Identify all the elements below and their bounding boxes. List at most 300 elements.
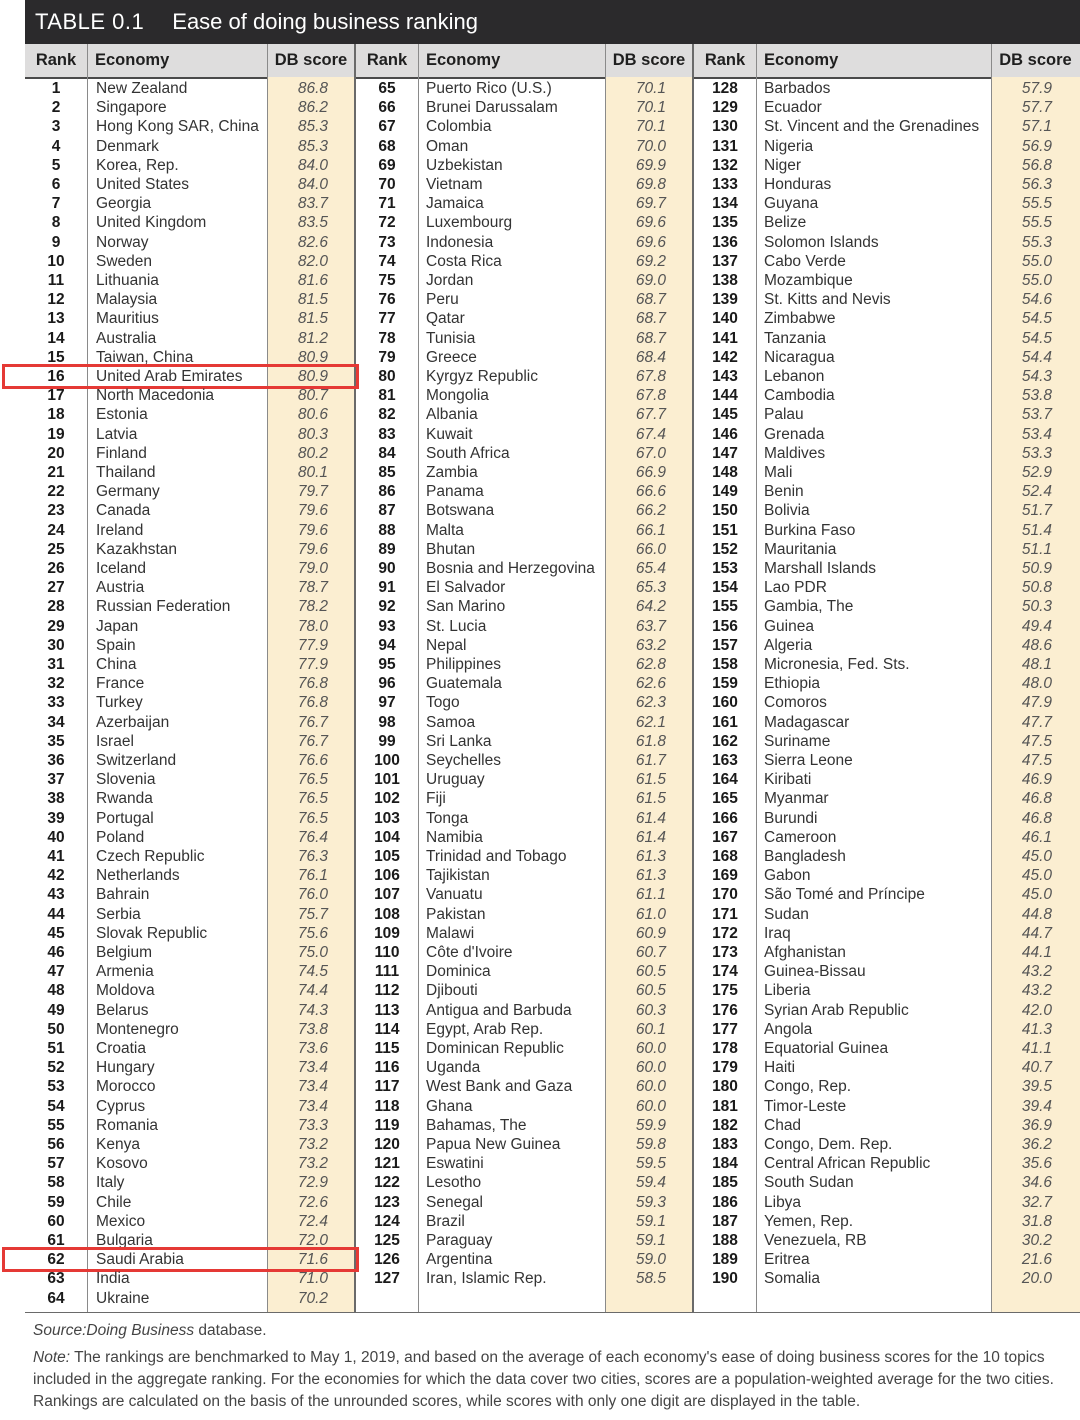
economy-cell: United States xyxy=(96,176,190,193)
rank-cell: 93 xyxy=(378,617,396,635)
economy-cell: South Sudan xyxy=(764,1174,854,1192)
rank-cell: 171 xyxy=(712,905,738,923)
score-cell: 48.0 xyxy=(1021,675,1052,693)
economy-cell: St. Lucia xyxy=(426,617,487,635)
economy-cell: Luxembourg xyxy=(426,214,513,232)
score-cell: 51.1 xyxy=(1021,540,1052,558)
economy-cell: Zambia xyxy=(426,464,478,481)
score-cell: 21.6 xyxy=(1021,1251,1052,1269)
economy-cell: Congo, Rep. xyxy=(764,1078,852,1096)
rank-cell: 40 xyxy=(47,828,65,846)
economy-cell: Lithuania xyxy=(96,272,159,289)
score-cell: 47.7 xyxy=(1021,713,1052,731)
economy-cell: Barbados xyxy=(764,80,831,97)
score-cell: 74.4 xyxy=(297,982,328,1000)
rank-cell: 150 xyxy=(712,502,738,520)
rank-cell: 111 xyxy=(374,963,400,981)
score-cell: 59.0 xyxy=(635,1251,666,1269)
score-cell: 80.6 xyxy=(297,406,328,424)
rank-cell: 157 xyxy=(712,636,738,654)
economy-cell: Venezuela, RB xyxy=(764,1232,867,1249)
rank-cell: 133 xyxy=(712,176,738,193)
economy-cell: Madagascar xyxy=(764,713,850,731)
economy-cell: Ireland xyxy=(96,521,144,539)
rank-cell: 141 xyxy=(712,329,738,347)
economy-cell: Oman xyxy=(426,137,469,155)
economy-cell: Iran, Islamic Rep. xyxy=(426,1270,547,1288)
rank-cell: 33 xyxy=(47,694,65,712)
rank-cell: 102 xyxy=(374,790,400,808)
score-cell: 76.4 xyxy=(297,828,328,846)
score-cell: 86.2 xyxy=(297,99,328,117)
rank-cell: 151 xyxy=(712,521,738,539)
economy-cell: Finland xyxy=(96,444,147,462)
score-cell: 75.6 xyxy=(297,924,328,942)
score-cell: 57.7 xyxy=(1021,99,1052,117)
score-cell: 55.5 xyxy=(1021,195,1052,213)
rank-cell: 156 xyxy=(712,617,738,635)
economy-cell: Ghana xyxy=(426,1097,473,1115)
rank-cell: 67 xyxy=(378,118,396,136)
economy-cell: Sierra Leone xyxy=(764,752,853,769)
economy-cell: Guatemala xyxy=(426,675,502,693)
economy-cell: Timor-Leste xyxy=(764,1097,847,1115)
score-cell: 51.7 xyxy=(1021,502,1052,520)
economy-cell: Norway xyxy=(96,233,149,251)
economy-cell: Slovak Republic xyxy=(96,924,208,942)
rank-cell: 75 xyxy=(378,272,396,289)
rank-cell: 69 xyxy=(378,156,396,174)
score-cell: 45.0 xyxy=(1021,848,1052,865)
score-cell: 40.7 xyxy=(1021,1059,1052,1077)
economy-cell: Fiji xyxy=(426,790,446,808)
rank-cell: 121 xyxy=(374,1155,400,1173)
rank-cell: 52 xyxy=(47,1059,65,1077)
economy-cell: Pakistan xyxy=(426,905,486,923)
score-cell: 39.4 xyxy=(1021,1097,1052,1115)
score-cell: 52.9 xyxy=(1021,464,1052,481)
rank-cell: 78 xyxy=(378,329,396,347)
rank-cell: 62 xyxy=(47,1251,65,1269)
score-cell: 56.9 xyxy=(1021,137,1052,155)
score-cell: 61.3 xyxy=(635,848,666,865)
score-cell: 72.4 xyxy=(297,1212,328,1230)
rank-cell: 70 xyxy=(378,176,396,193)
economy-cell: Rwanda xyxy=(96,790,153,808)
rank-cell: 66 xyxy=(378,99,396,117)
economy-cell: Haiti xyxy=(764,1059,796,1077)
economy-cell: Mali xyxy=(764,464,793,481)
rank-cell: 160 xyxy=(712,694,738,712)
rank-cell: 90 xyxy=(378,560,396,577)
source-note xyxy=(33,1320,267,1343)
score-cell: 61.3 xyxy=(635,867,666,885)
score-cell: 55.0 xyxy=(1021,272,1052,289)
score-cell: 62.3 xyxy=(635,694,666,712)
economy-cell: Kiribati xyxy=(764,771,812,789)
rank-cell: 179 xyxy=(712,1059,738,1077)
rank-cell: 134 xyxy=(712,195,738,213)
rank-cell: 31 xyxy=(47,656,65,673)
score-cell: 48.1 xyxy=(1021,656,1052,673)
rank-cell: 9 xyxy=(51,233,61,251)
score-cell: 61.4 xyxy=(635,809,666,827)
score-cell: 84.0 xyxy=(297,176,328,193)
economy-cell: Azerbaijan xyxy=(96,713,170,731)
score-cell: 32.7 xyxy=(1021,1193,1052,1211)
economy-cell: Belize xyxy=(764,214,807,232)
economy-cell: Libya xyxy=(764,1193,802,1211)
score-cell: 59.9 xyxy=(635,1116,666,1134)
economy-cell: Peru xyxy=(426,291,459,309)
score-cell: 43.2 xyxy=(1021,963,1052,981)
rank-cell: 59 xyxy=(47,1193,65,1211)
score-cell: 62.6 xyxy=(635,675,666,693)
rank-cell: 61 xyxy=(47,1232,65,1249)
economy-cell: Lesotho xyxy=(426,1174,482,1192)
rank-cell: 29 xyxy=(47,617,65,635)
score-cell: 79.6 xyxy=(297,502,328,520)
economy-cell: Sudan xyxy=(764,905,809,923)
score-cell: 72.9 xyxy=(297,1174,328,1192)
economy-cell: Albania xyxy=(426,406,478,424)
economy-cell: Nepal xyxy=(426,636,467,654)
economy-cell: Argentina xyxy=(426,1251,493,1269)
rank-cell: 1 xyxy=(51,80,61,97)
rank-cell: 146 xyxy=(712,425,738,443)
rank-cell: 120 xyxy=(374,1136,400,1153)
economy-cell: Turkey xyxy=(96,694,143,712)
economy-cell: North Macedonia xyxy=(96,387,215,405)
score-cell: 86.8 xyxy=(297,80,328,97)
score-cell: 73.3 xyxy=(297,1116,328,1134)
rank-cell: 170 xyxy=(712,886,738,904)
score-cell: 78.2 xyxy=(297,598,328,616)
economy-cell: Zimbabwe xyxy=(764,310,836,328)
rank-cell: 20 xyxy=(47,444,65,462)
score-cell: 69.9 xyxy=(635,156,666,174)
rank-cell: 172 xyxy=(712,924,738,942)
rank-cell: 99 xyxy=(378,732,396,750)
economy-cell: Tunisia xyxy=(426,329,476,347)
source-label: Source: xyxy=(33,1322,87,1339)
rank-cell: 137 xyxy=(712,252,738,270)
economy-cell: Papua New Guinea xyxy=(426,1136,561,1153)
score-cell: 56.8 xyxy=(1021,156,1052,174)
economy-cell: Bangladesh xyxy=(764,848,846,865)
score-cell: 71.0 xyxy=(297,1270,328,1288)
economy-cell: Equatorial Guinea xyxy=(764,1040,889,1057)
economy-cell: Korea, Rep. xyxy=(96,156,179,174)
score-cell: 78.0 xyxy=(297,617,328,635)
rank-cell: 77 xyxy=(378,310,396,328)
score-cell: 50.8 xyxy=(1021,579,1052,597)
economy-cell: Hong Kong SAR, China xyxy=(96,118,259,136)
score-cell: 45.0 xyxy=(1021,886,1052,904)
economy-cell: Eswatini xyxy=(426,1155,484,1173)
economy-cell: Greece xyxy=(426,348,477,366)
score-cell: 59.8 xyxy=(635,1136,666,1153)
rank-cell: 87 xyxy=(378,502,396,520)
table-number: TABLE 0.1 xyxy=(35,9,145,34)
rank-cell: 107 xyxy=(374,886,400,904)
score-cell: 68.7 xyxy=(635,291,666,309)
note-text-1: The rankings are benchmarked to May 1, 2019, and based on the average of each economy's ease of doing business scores for the 10 topics xyxy=(70,1349,1045,1366)
note-line-1 xyxy=(33,1347,1045,1370)
economy-cell: Jamaica xyxy=(426,195,484,213)
rank-cell: 182 xyxy=(712,1116,738,1134)
economy-cell: Mozambique xyxy=(764,272,853,289)
economy-cell: Congo, Dem. Rep. xyxy=(764,1136,893,1153)
rank-cell: 115 xyxy=(374,1040,400,1057)
score-cell: 63.7 xyxy=(635,617,666,635)
economy-cell: Grenada xyxy=(764,425,825,443)
score-cell: 73.4 xyxy=(297,1078,328,1096)
rank-cell: 35 xyxy=(47,732,65,750)
rank-cell: 169 xyxy=(712,867,738,885)
economy-cell: Tajikistan xyxy=(426,867,490,885)
rank-cell: 100 xyxy=(374,752,400,769)
economy-cell: Bolivia xyxy=(764,502,810,520)
rank-cell: 92 xyxy=(378,598,396,616)
economy-cell: South Africa xyxy=(426,444,510,462)
rank-cell: 14 xyxy=(47,329,65,347)
score-cell: 79.6 xyxy=(297,521,328,539)
economy-cell: Malta xyxy=(426,521,464,539)
economy-cell: Italy xyxy=(96,1174,125,1192)
rank-cell: 188 xyxy=(712,1232,738,1249)
score-cell: 76.7 xyxy=(297,732,328,750)
header-score-1: DB score xyxy=(274,51,348,69)
score-cell: 77.9 xyxy=(297,636,328,654)
rank-cell: 91 xyxy=(378,579,396,597)
economy-cell: Botswana xyxy=(426,502,495,520)
economy-cell: Kenya xyxy=(96,1136,140,1153)
rank-cell: 72 xyxy=(378,214,396,232)
economy-cell: Angola xyxy=(764,1020,813,1038)
column-divider xyxy=(756,44,757,1312)
economy-cell: Central African Republic xyxy=(764,1155,931,1173)
economy-cell: Algeria xyxy=(764,636,813,654)
rank-cell: 4 xyxy=(51,137,61,155)
score-cell: 80.9 xyxy=(297,348,328,366)
economy-cell: Georgia xyxy=(96,195,152,213)
score-cell: 73.4 xyxy=(297,1059,328,1077)
score-cell: 85.3 xyxy=(297,137,328,155)
score-cell: 55.0 xyxy=(1021,252,1052,270)
score-cell: 73.4 xyxy=(297,1097,328,1115)
economy-cell: Iceland xyxy=(96,560,146,577)
score-cell: 60.9 xyxy=(635,924,666,942)
rank-cell: 176 xyxy=(712,1001,738,1019)
rank-cell: 57 xyxy=(47,1155,65,1173)
economy-cell: Costa Rica xyxy=(426,252,502,270)
economy-cell: Guinea-Bissau xyxy=(764,963,866,981)
rank-cell: 112 xyxy=(374,982,400,1000)
rank-cell: 7 xyxy=(51,195,61,213)
rank-cell: 2 xyxy=(51,99,61,117)
rank-cell: 161 xyxy=(712,713,738,731)
score-cell: 81.2 xyxy=(297,329,328,347)
economy-cell: Trinidad and Tobago xyxy=(426,848,567,865)
score-cell: 76.5 xyxy=(297,790,328,808)
economy-cell: Vietnam xyxy=(426,176,483,193)
score-cell: 60.0 xyxy=(635,1059,666,1077)
rank-cell: 56 xyxy=(47,1136,65,1153)
score-cell: 70.0 xyxy=(635,137,666,155)
rank-cell: 84 xyxy=(378,444,396,462)
rank-cell: 166 xyxy=(712,809,738,827)
rank-cell: 175 xyxy=(712,982,738,1000)
score-cell: 65.3 xyxy=(635,579,666,597)
rank-cell: 110 xyxy=(374,944,400,961)
score-cell: 44.1 xyxy=(1021,944,1052,961)
rank-cell: 155 xyxy=(712,598,738,616)
score-cell: 76.8 xyxy=(297,675,328,693)
rank-cell: 125 xyxy=(374,1232,400,1249)
economy-cell: Philippines xyxy=(426,656,501,673)
economy-cell: Malaysia xyxy=(96,291,158,309)
header-score-2: DB score xyxy=(612,51,686,69)
score-cell: 68.4 xyxy=(635,348,666,366)
economy-cell: Belgium xyxy=(96,944,152,961)
economy-cell: Qatar xyxy=(426,310,465,328)
rank-cell: 55 xyxy=(47,1116,65,1134)
score-cell: 76.8 xyxy=(297,694,328,712)
source-rest: database. xyxy=(194,1322,267,1339)
rank-cell: 24 xyxy=(47,521,65,539)
economy-cell: Liberia xyxy=(764,982,811,1000)
rank-cell: 118 xyxy=(374,1097,400,1115)
rank-cell: 131 xyxy=(712,137,738,155)
economy-cell: United Kingdom xyxy=(96,214,207,232)
table-title-bar xyxy=(25,0,1080,44)
column-divider xyxy=(418,44,419,1312)
economy-cell: Yemen, Rep. xyxy=(764,1212,854,1230)
score-cell: 61.7 xyxy=(635,752,666,769)
rank-cell: 184 xyxy=(712,1155,738,1173)
score-cell: 85.3 xyxy=(297,118,328,136)
economy-cell: Lebanon xyxy=(764,368,825,385)
score-cell: 39.5 xyxy=(1021,1078,1052,1096)
score-cell: 78.7 xyxy=(297,579,328,597)
rank-cell: 32 xyxy=(47,675,65,693)
score-cell: 51.4 xyxy=(1021,521,1052,539)
economy-cell: Chad xyxy=(764,1116,802,1134)
rank-cell: 159 xyxy=(712,675,738,693)
economy-cell: Seychelles xyxy=(426,752,501,769)
economy-cell: Colombia xyxy=(426,118,492,136)
economy-cell: Burkina Faso xyxy=(764,521,856,539)
rank-cell: 76 xyxy=(378,291,396,309)
score-cell: 41.3 xyxy=(1021,1020,1052,1038)
rank-cell: 96 xyxy=(378,675,396,693)
economy-cell: St. Kitts and Nevis xyxy=(764,291,891,309)
economy-cell: Cameroon xyxy=(764,828,837,846)
score-cell: 79.7 xyxy=(297,483,328,501)
economy-cell: France xyxy=(96,675,145,693)
score-cell: 61.8 xyxy=(635,732,666,750)
economy-cell: Bhutan xyxy=(426,540,476,558)
header-economy-2: Economy xyxy=(426,51,501,69)
score-cell: 48.6 xyxy=(1021,636,1052,654)
economy-cell: Morocco xyxy=(96,1078,156,1096)
rank-cell: 79 xyxy=(378,348,396,366)
economy-cell: Cyprus xyxy=(96,1097,146,1115)
economy-cell: Canada xyxy=(96,502,151,520)
score-cell: 63.2 xyxy=(635,636,666,654)
economy-cell: Austria xyxy=(96,579,145,597)
rank-cell: 145 xyxy=(712,406,738,424)
economy-cell: New Zealand xyxy=(96,80,188,97)
score-cell: 70.1 xyxy=(635,99,666,117)
score-cell: 72.6 xyxy=(297,1193,328,1211)
rank-cell: 85 xyxy=(378,464,396,481)
economy-cell: Saudi Arabia xyxy=(96,1251,184,1269)
economy-cell: Samoa xyxy=(426,713,476,731)
economy-cell: Brazil xyxy=(426,1212,465,1230)
economy-cell: St. Vincent and the Grenadines xyxy=(764,118,980,136)
economy-cell: Benin xyxy=(764,483,804,501)
score-cell: 41.1 xyxy=(1021,1040,1052,1057)
economy-cell: Guyana xyxy=(764,195,819,213)
rank-cell: 8 xyxy=(51,214,61,232)
economy-cell: Maldives xyxy=(764,444,826,462)
score-cell: 66.9 xyxy=(635,464,666,481)
economy-cell: Kuwait xyxy=(426,425,473,443)
rank-cell: 109 xyxy=(374,924,400,942)
score-cell: 62.8 xyxy=(635,656,666,673)
score-cell: 60.0 xyxy=(635,1097,666,1115)
score-cell: 80.3 xyxy=(297,425,328,443)
score-cell: 57.1 xyxy=(1021,118,1052,136)
score-cell: 61.0 xyxy=(635,905,666,923)
score-cell: 59.1 xyxy=(635,1232,666,1249)
economy-cell: Afghanistan xyxy=(764,944,846,961)
score-cell: 60.5 xyxy=(635,963,666,981)
score-cell: 59.1 xyxy=(635,1212,666,1230)
rank-cell: 23 xyxy=(47,502,65,520)
economy-cell: Portugal xyxy=(96,809,154,827)
economy-cell: Croatia xyxy=(96,1040,146,1057)
score-cell: 56.3 xyxy=(1021,176,1052,193)
score-cell: 60.3 xyxy=(635,1001,666,1019)
score-cell: 80.7 xyxy=(297,387,328,405)
score-cell: 43.2 xyxy=(1021,982,1052,1000)
rank-cell: 164 xyxy=(712,771,738,789)
rank-cell: 153 xyxy=(712,560,738,577)
rank-cell: 143 xyxy=(712,368,738,385)
rank-cell: 34 xyxy=(47,713,65,731)
rank-cell: 54 xyxy=(47,1097,65,1115)
economy-cell: Mauritius xyxy=(96,310,159,328)
economy-cell: Estonia xyxy=(96,406,148,424)
score-cell: 65.4 xyxy=(635,560,666,577)
score-cell: 69.8 xyxy=(635,176,666,193)
economy-cell: Djibouti xyxy=(426,982,478,1000)
score-cell: 75.7 xyxy=(297,905,328,923)
economy-cell: Ukraine xyxy=(96,1289,150,1307)
score-cell: 69.0 xyxy=(635,272,666,289)
economy-cell: Marshall Islands xyxy=(764,560,876,577)
rank-cell: 51 xyxy=(47,1040,65,1057)
score-cell: 47.5 xyxy=(1021,732,1052,750)
rank-cell: 58 xyxy=(47,1174,65,1192)
header-economy-1: Economy xyxy=(95,51,170,69)
rank-cell: 48 xyxy=(47,982,65,1000)
economy-cell: Namibia xyxy=(426,828,483,846)
rank-cell: 124 xyxy=(374,1212,400,1230)
